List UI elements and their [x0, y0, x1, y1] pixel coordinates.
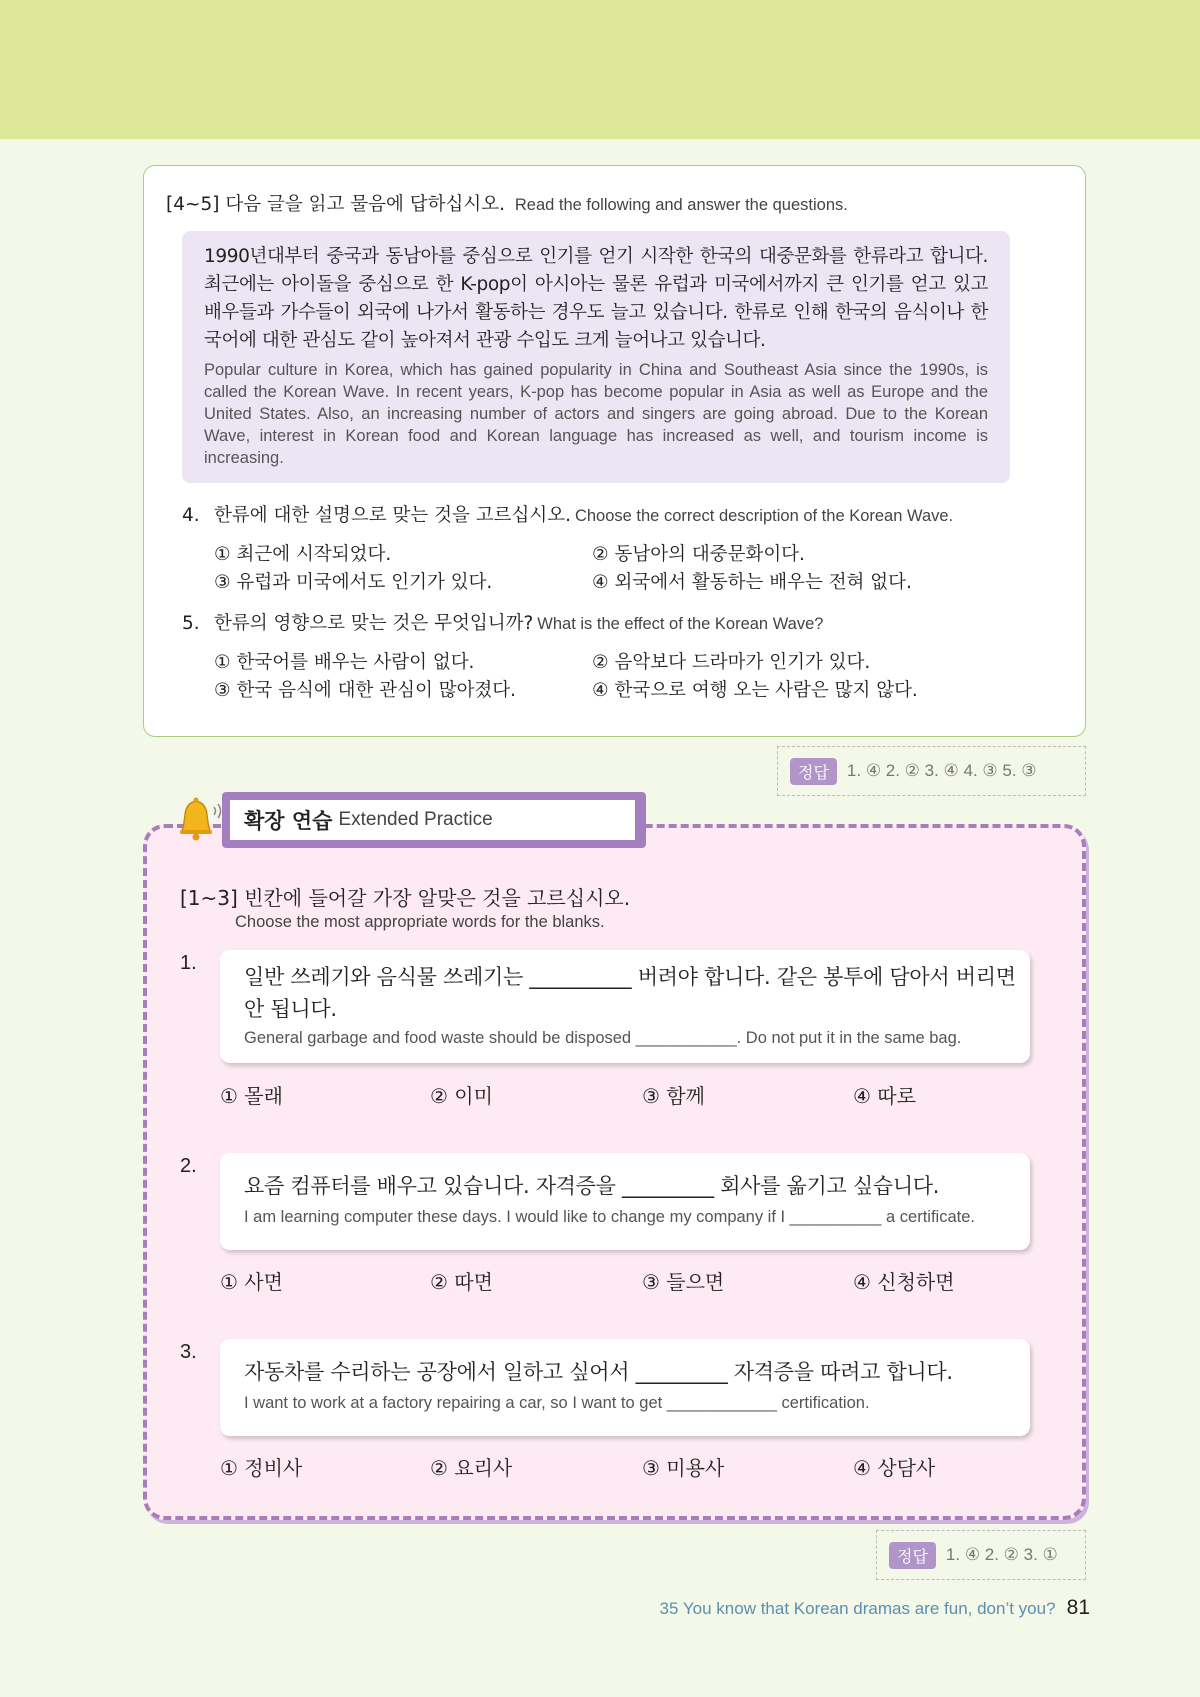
- item-1-sentence-en: General garbage and food waste should be disposed ___________. Do not put it in the same bag.: [244, 1029, 962, 1047]
- answer-badge: 정답: [889, 1542, 936, 1569]
- reading-heading: [166, 190, 848, 216]
- item-3-option-3[interactable]: ③ 미용사: [642, 1456, 725, 1480]
- item-2-number: 2.: [180, 1155, 197, 1177]
- reading-heading-ko: [4~5] 다음 글을 읽고 물음에 답하십시오.: [166, 194, 505, 215]
- item-3-option-1[interactable]: ① 정비사: [220, 1456, 303, 1480]
- extended-title-ko: 확장 연습: [244, 809, 333, 833]
- reading-answer-key: [777, 746, 1086, 796]
- extended-practice-title: [230, 800, 635, 840]
- bell-icon: [174, 795, 226, 843]
- q5-option-3[interactable]: ③ 한국 음식에 대한 관심이 많아졌다.: [214, 680, 517, 701]
- item-2-option-4[interactable]: ④ 신청하면: [853, 1270, 955, 1294]
- item-2-sentence-ko: 요즘 컴퓨터를 배우고 있습니다. 자격증을 _________ 회사를 옮기고 싶습니다.: [244, 1174, 940, 1198]
- q5-option-2[interactable]: ② 음악보다 드라마가 인기가 있다.: [592, 652, 871, 673]
- question-number: 5.: [182, 613, 200, 634]
- reading-heading-en: Read the following and answer the questions.: [514, 196, 848, 214]
- extended-title-en: Extended Practice: [338, 809, 493, 830]
- item-3-sentence-ko: 자동차를 수리하는 공장에서 일하고 싶어서 _________ 자격증을 따려고 합니다.: [244, 1360, 953, 1384]
- question-text-ko: 한류에 대한 설명으로 맞는 것을 고르십시오.: [214, 505, 571, 526]
- top-color-band: [0, 0, 1200, 139]
- item-1-option-1[interactable]: ① 몰래: [220, 1084, 283, 1108]
- item-2-sentence-en: I am learning computer these days. I would like to change my company if I __________ a certificate.: [244, 1208, 975, 1226]
- answer-text: 1. ④ 2. ② 3. ④ 4. ③ 5. ③: [846, 761, 1037, 780]
- question-text-en: Choose the correct description of the Korean Wave.: [574, 507, 954, 525]
- question-text-ko: 한류의 영향으로 맞는 것은 무엇입니까?: [214, 613, 534, 634]
- extended-answer-key: [876, 1530, 1086, 1580]
- chapter-title: 35 You know that Korean dramas are fun, don’t you?: [659, 1599, 1056, 1618]
- q5-option-4[interactable]: ④ 한국으로 여행 오는 사람은 많지 않다.: [592, 680, 918, 701]
- page-number: 81: [1066, 1596, 1090, 1619]
- question-text-en: What is the effect of the Korean Wave?: [537, 615, 824, 633]
- item-1-option-3[interactable]: ③ 함께: [642, 1084, 705, 1108]
- page-footer: [660, 1596, 1090, 1620]
- reading-passage: [182, 231, 1010, 483]
- item-3-option-4[interactable]: ④ 상담사: [853, 1456, 936, 1480]
- question-5: [182, 609, 823, 635]
- item-2-option-2[interactable]: ② 따면: [430, 1270, 493, 1294]
- item-1-number: 1.: [180, 952, 197, 974]
- extended-instruction-en: Choose the most appropriate words for the blanks.: [235, 913, 605, 931]
- item-1-option-4[interactable]: ④ 따로: [853, 1084, 916, 1108]
- extended-instruction-ko: [1~3] 빈칸에 들어갈 가장 알맞은 것을 고르십시오.: [180, 886, 631, 910]
- question-number: 4.: [182, 505, 200, 526]
- reading-section: [143, 165, 1086, 737]
- item-3-card: [220, 1339, 1030, 1436]
- q4-option-3[interactable]: ③ 유럽과 미국에서도 인기가 있다.: [214, 572, 493, 593]
- item-2-option-1[interactable]: ① 사면: [220, 1270, 283, 1294]
- q4-option-2[interactable]: ② 동남아의 대중문화이다.: [592, 544, 805, 565]
- item-1-option-2[interactable]: ② 이미: [430, 1084, 493, 1108]
- item-2-card: [220, 1153, 1030, 1250]
- item-3-number: 3.: [180, 1341, 197, 1363]
- item-3-option-2[interactable]: ② 요리사: [430, 1456, 513, 1480]
- item-1-card: [220, 950, 1030, 1063]
- q4-option-4[interactable]: ④ 외국에서 활동하는 배우는 전혀 없다.: [592, 572, 912, 593]
- q5-option-1[interactable]: ① 한국어를 배우는 사람이 없다.: [214, 652, 475, 673]
- passage-english: Popular culture in Korea, which has gained popularity in China and Southeast Asia since the 1990s, is called the Korean Wave. In recent years, K-pop has become popular in Asia as well as Europe and the United States. Also, an increasing number of actors and singers are going abroad. Due to the Korean Wave, interest in Korean food and Korean language has increased as well, and tourism income is increasing.: [204, 361, 988, 467]
- item-1-sentence-ko: 일반 쓰레기와 음식물 쓰레기는 __________ 버려야 합니다. 같은 봉투에 담아서 버리면 안 됩니다.: [244, 965, 1016, 1021]
- question-4: [182, 501, 953, 527]
- passage-korean: 1990년대부터 중국과 동남아를 중심으로 인기를 얻기 시작한 한국의 대중문화를 한류라고 합니다. 최근에는 아이돌을 중심으로 한 K-pop이 아시아는 물론 유럽과 미국에서까지 큰 인기를 얻고 있고 배우들과 가수들이 외국에 나가서 활동하는 경우도 늘고 있습니다. 한류로 인해 한국의 음식이나 한국어에 대한 관심도 같이 높아져서 관광 수입도 크게 늘어나고 있습니다.: [204, 246, 988, 351]
- item-3-sentence-en: I want to work at a factory repairing a car, so I want to get ____________ certification.: [244, 1394, 870, 1412]
- item-2-option-3[interactable]: ③ 들으면: [642, 1270, 725, 1294]
- answer-text: 1. ④ 2. ② 3. ①: [945, 1545, 1058, 1564]
- answer-badge: 정답: [790, 758, 837, 785]
- q4-option-1[interactable]: ① 최근에 시작되었다.: [214, 544, 392, 565]
